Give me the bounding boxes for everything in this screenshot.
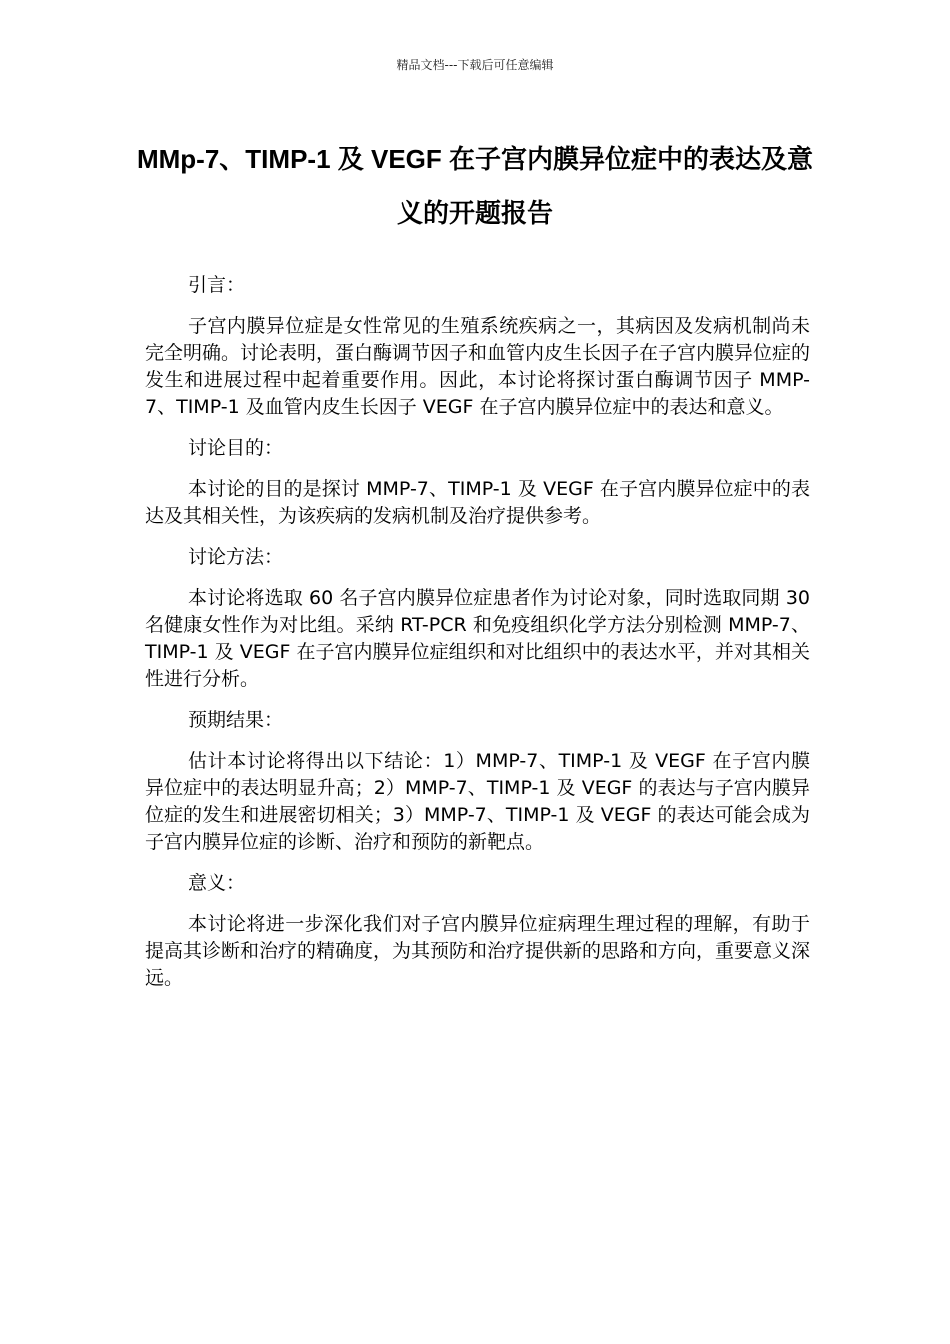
section-paragraph-significance: 本讨论将进一步深化我们对子宫内膜异位症病理生理过程的理解，有助于提高其诊断和治疗的精确度，为其预防和治疗提供新的思路和方向，重要意义深远。	[145, 913, 811, 989]
section-heading-purpose: 讨论目的：	[188, 437, 284, 459]
section-paragraph-expected-results: 估计本讨论将得出以下结论：1）MMP-7、TIMP-1 及 VEGF 在子宫内膜异位症中的表达明显升高；2）MMP-7、TIMP-1 及 VEGF 的表达与子宫内膜异位症的发生和进展密切相关；3）MMP-7、TIMP-1 及 VEGF 的表达可能会成为子宫内膜异位症的诊断、治疗和预防的新靶点。	[145, 750, 810, 853]
section-heading-methods: 讨论方法：	[188, 546, 284, 568]
section-paragraph-methods: 本讨论将选取 60 名子宫内膜异位症患者作为讨论对象，同时选取同期 30 名健康女性作为对比组。采纳 RT-PCR 和免疫组织化学方法分别检测 MMP-7、TIMP-1 及 VEGF 在子宫内膜异位症组织和对比组织中的表达水平，并对其相关性进行分析。	[145, 587, 810, 690]
section-paragraph-introduction: 子宫内膜异位症是女性常见的生殖系统疾病之一，其病因及发病机制尚未完全明确。讨论表明，蛋白酶调节因子和血管内皮生长因子在子宫内膜异位症的发生和进展过程中起着重要作用。因此，本讨论将探讨蛋白酶调节因子 MMP-7、TIMP-1 及血管内皮生长因子 VEGF 在子宫内膜异位症中的表达和意义。	[145, 315, 811, 418]
document-title: MMp-7、TIMP-1 及 VEGF 在子宫内膜异位症中的表达及意义的开题报告	[136, 144, 813, 228]
section-heading-expected-results: 预期结果：	[188, 709, 284, 731]
section-paragraph-purpose: 本讨论的目的是探讨 MMP-7、TIMP-1 及 VEGF 在子宫内膜异位症中的表达及其相关性，为该疾病的发病机制及治疗提供参考。	[145, 478, 810, 527]
header-note: 精品文档---下载后可任意编辑	[396, 58, 554, 72]
section-heading-introduction: 引言：	[188, 274, 246, 296]
section-heading-significance: 意义：	[188, 872, 246, 894]
document-body	[145, 272, 810, 1006]
